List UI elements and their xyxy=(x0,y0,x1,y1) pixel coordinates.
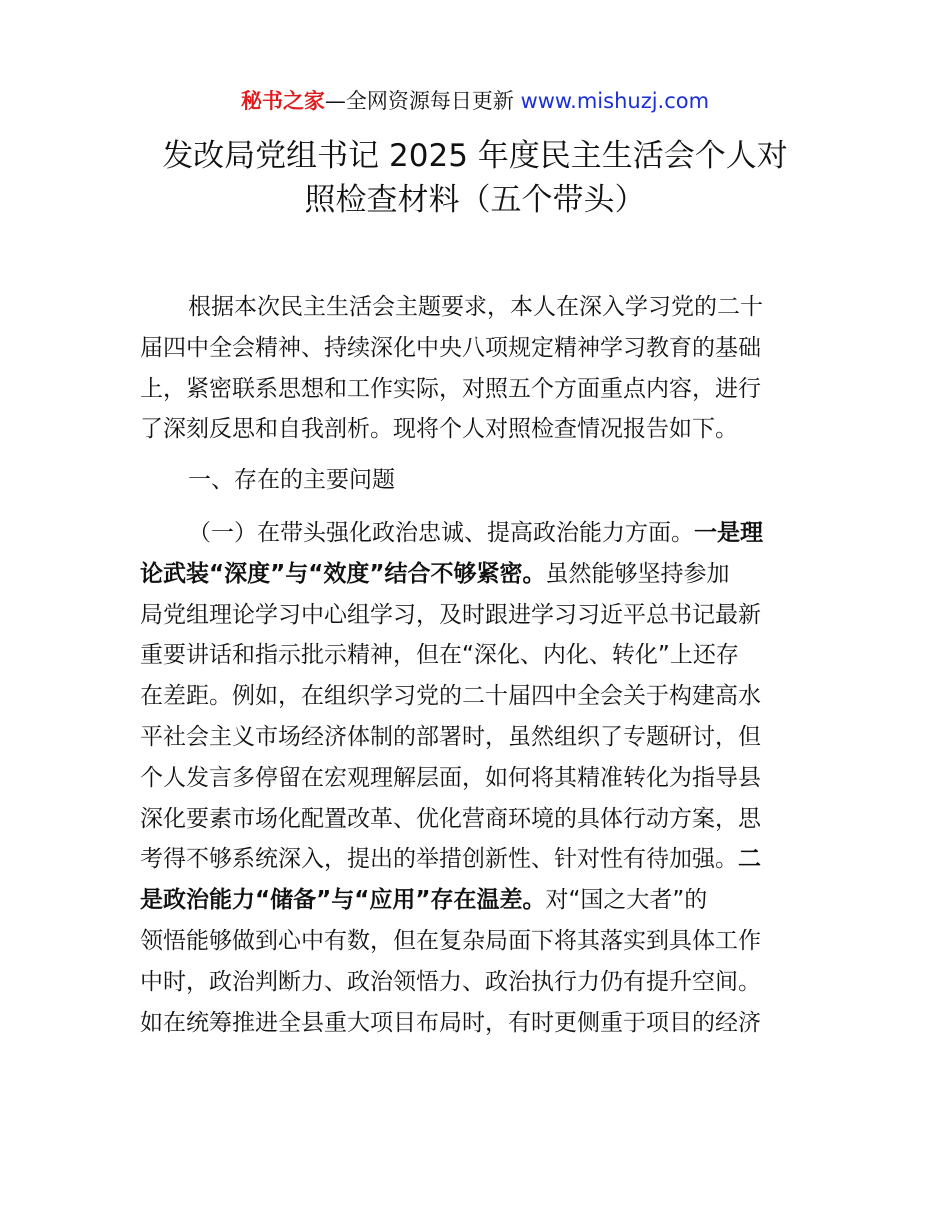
text-line xyxy=(140,839,812,880)
issue-paragraph xyxy=(140,513,812,1043)
issue-point-title: 论武装“深度”与“效度”结合不够紧密。 xyxy=(140,560,546,587)
subsection-heading: （一）在带头强化政治忠诚、提高政治能力方面。 xyxy=(188,519,694,546)
text-run: 对“国之大者”的 xyxy=(545,887,708,914)
text-line: 平社会主义市场经济体制的部署时，虽然组织了专题研讨，但 xyxy=(140,723,761,750)
text-run: 虽然能够坚持参加 xyxy=(545,560,730,587)
intro-paragraph xyxy=(140,287,812,450)
section-heading xyxy=(140,460,812,501)
brand-name: 秘书之家 xyxy=(240,89,325,113)
document-title xyxy=(0,134,950,222)
text-line xyxy=(140,513,812,554)
text-run: 考得不够系统深入，提出的举措创新性、针对性有待加强。 xyxy=(140,846,738,873)
section-heading-text: 一、存在的主要问题 xyxy=(188,467,395,494)
issue-point-title: 二 xyxy=(738,846,761,873)
text-line: 了深刻反思和自我剖析。现将个人对照检查情况报告如下。 xyxy=(140,416,738,443)
text-line: 局党组理论学习中心组学习，及时跟进学习习近平总书记最新 xyxy=(140,601,761,628)
text-line: 深化要素市场化配置改革、优化营商环境的具体行动方案，思 xyxy=(140,805,761,832)
text-line: 届四中全会精神、持续深化中央八项规定精神学习教育的基础 xyxy=(140,334,761,361)
title-line: 照检查材料（五个带头） xyxy=(304,182,646,218)
text-line: 中时，政治判断力、政治领悟力、政治执行力仍有提升空间。 xyxy=(140,968,761,995)
title-line: 发改局党组书记 2025 年度民主生活会个人对 xyxy=(162,138,788,174)
issue-point-title: 一是理 xyxy=(694,519,763,546)
text-line xyxy=(140,880,812,921)
text-line xyxy=(140,554,812,595)
text-line: 在差距。例如，在组织学习党的二十届四中全会关于构建高水 xyxy=(140,683,761,710)
text-line: 根据本次民主生活会主题要求，本人在深入学习党的二十 xyxy=(188,294,763,320)
text-line: 领悟能够做到心中有数，但在复杂局面下将其落实到具体工作 xyxy=(140,927,761,954)
document-body xyxy=(140,287,812,1043)
text-line: 如在统筹推进全县重大项目布局时，有时更侧重于项目的经济 xyxy=(140,1009,761,1036)
site-header xyxy=(0,86,950,116)
site-tagline: —全网资源每日更新 xyxy=(324,89,521,113)
issue-point-title: 是政治能力“储备”与“应用”存在温差。 xyxy=(140,887,546,914)
text-line: 个人发言多停留在宏观理解层面，如何将其精准转化为指导县 xyxy=(140,764,761,791)
text-line: 上，紧密联系思想和工作实际，对照五个方面重点内容，进行 xyxy=(140,375,761,402)
text-line: 重要讲话和指示批示精神，但在“深化、内化、转化”上还存 xyxy=(140,642,739,669)
site-url-link[interactable]: www.mishuzj.com xyxy=(520,89,710,113)
